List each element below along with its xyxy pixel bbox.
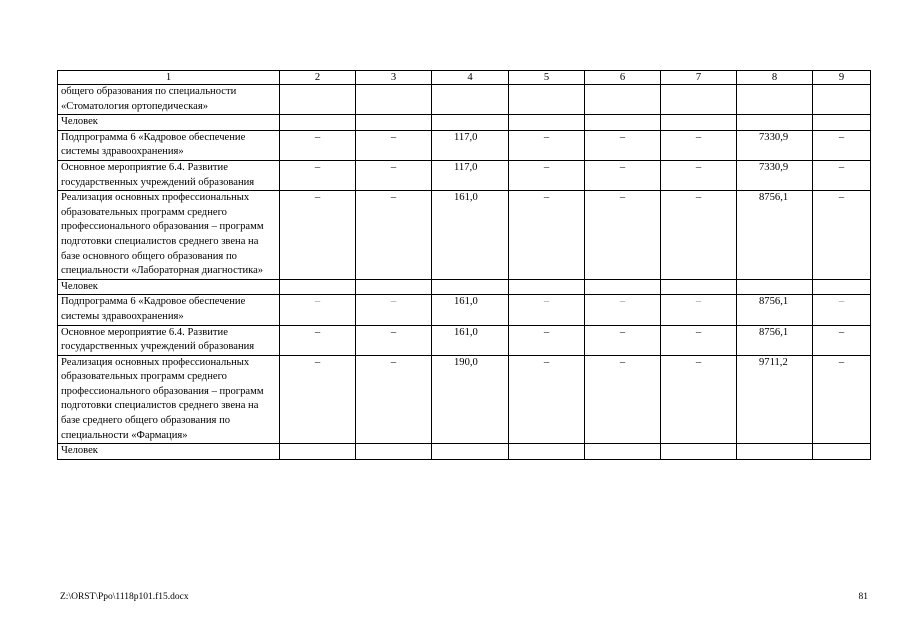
- header-cell-6: 6: [585, 71, 661, 85]
- cell-col-4: [432, 85, 509, 115]
- cell-col-9: [813, 279, 871, 295]
- header-cell-9: 9: [813, 71, 871, 85]
- cell-col-3: –: [356, 355, 432, 444]
- cell-col-4: 161,0: [432, 325, 509, 355]
- cell-col-4: 190,0: [432, 355, 509, 444]
- cell-col-9: [813, 115, 871, 131]
- cell-col-6: –: [585, 295, 661, 325]
- cell-col-4: 161,0: [432, 295, 509, 325]
- cell-col-7: –: [661, 191, 737, 280]
- row-label: общего образования по специальности «Стоматология ортопедическая»: [58, 85, 280, 115]
- cell-col-8: 8756,1: [737, 295, 813, 325]
- cell-col-2: –: [280, 130, 356, 160]
- table-row: [58, 85, 871, 115]
- cell-col-7: [661, 85, 737, 115]
- table-row: [58, 295, 871, 325]
- cell-col-8: 7330,9: [737, 130, 813, 160]
- cell-col-6: –: [585, 130, 661, 160]
- cell-col-3: [356, 115, 432, 131]
- cell-col-8: 7330,9: [737, 160, 813, 190]
- cell-col-3: –: [356, 295, 432, 325]
- cell-col-6: [585, 279, 661, 295]
- cell-col-3: –: [356, 160, 432, 190]
- table-row: [58, 115, 871, 131]
- table-row: [58, 160, 871, 190]
- header-row: [58, 71, 871, 85]
- cell-col-2: –: [280, 355, 356, 444]
- table-row: [58, 325, 871, 355]
- cell-col-3: [356, 85, 432, 115]
- cell-col-9: –: [813, 295, 871, 325]
- cell-col-5: [509, 279, 585, 295]
- cell-col-2: –: [280, 191, 356, 280]
- cell-col-7: –: [661, 130, 737, 160]
- cell-col-5: [509, 85, 585, 115]
- cell-col-7: –: [661, 355, 737, 444]
- cell-col-9: –: [813, 130, 871, 160]
- row-label: Основное мероприятие 6.4. Развитие государственных учреждений образования: [58, 325, 280, 355]
- cell-col-5: –: [509, 355, 585, 444]
- cell-col-9: –: [813, 191, 871, 280]
- header-cell-4: 4: [432, 71, 509, 85]
- cell-col-9: [813, 444, 871, 460]
- cell-col-3: –: [356, 191, 432, 280]
- cell-col-6: –: [585, 160, 661, 190]
- cell-col-2: [280, 85, 356, 115]
- cell-col-5: –: [509, 160, 585, 190]
- cell-col-5: –: [509, 325, 585, 355]
- row-label: Основное мероприятие 6.4. Развитие государственных учреждений образования: [58, 160, 280, 190]
- cell-col-5: [509, 444, 585, 460]
- cell-col-6: [585, 115, 661, 131]
- cell-col-9: –: [813, 325, 871, 355]
- data-table: [57, 70, 871, 460]
- header-cell-1: 1: [58, 71, 280, 85]
- cell-col-5: –: [509, 295, 585, 325]
- cell-col-6: [585, 444, 661, 460]
- cell-col-2: [280, 115, 356, 131]
- cell-col-4: 161,0: [432, 191, 509, 280]
- cell-col-4: 117,0: [432, 160, 509, 190]
- table-row: [58, 279, 871, 295]
- footer-page-number: 81: [858, 592, 868, 602]
- cell-col-4: 117,0: [432, 130, 509, 160]
- cell-col-6: –: [585, 191, 661, 280]
- cell-col-7: –: [661, 325, 737, 355]
- header-cell-8: 8: [737, 71, 813, 85]
- cell-col-8: 8756,1: [737, 325, 813, 355]
- cell-col-2: [280, 279, 356, 295]
- cell-col-7: [661, 444, 737, 460]
- header-cell-3: 3: [356, 71, 432, 85]
- cell-col-4: [432, 279, 509, 295]
- cell-col-5: –: [509, 130, 585, 160]
- row-label: Реализация основных профессиональных образовательных программ среднего профессионального образования – программ подготовки специалистов среднего звена на базе основного общего образования по специальности «Лабораторная диагностика»: [58, 191, 280, 280]
- header-cell-2: 2: [280, 71, 356, 85]
- table-row: [58, 355, 871, 444]
- cell-col-3: [356, 444, 432, 460]
- cell-col-2: –: [280, 160, 356, 190]
- table-row: [58, 444, 871, 460]
- row-label: Подпрограмма 6 «Кадровое обеспечение системы здравоохранения»: [58, 295, 280, 325]
- cell-col-8: 8756,1: [737, 191, 813, 280]
- cell-col-2: –: [280, 325, 356, 355]
- cell-col-9: –: [813, 160, 871, 190]
- cell-col-5: [509, 115, 585, 131]
- cell-col-8: 9711,2: [737, 355, 813, 444]
- row-label: Реализация основных профессиональных образовательных программ среднего профессионального образования – программ подготовки специалистов среднего звена на базе среднего общего образования по специальности «Фармация»: [58, 355, 280, 444]
- row-label: Человек: [58, 444, 280, 460]
- cell-col-6: [585, 85, 661, 115]
- cell-col-3: [356, 279, 432, 295]
- table-row: [58, 130, 871, 160]
- cell-col-6: –: [585, 325, 661, 355]
- cell-col-2: –: [280, 295, 356, 325]
- cell-col-8: [737, 279, 813, 295]
- cell-col-7: –: [661, 295, 737, 325]
- row-label: Подпрограмма 6 «Кадровое обеспечение системы здравоохранения»: [58, 130, 280, 160]
- cell-col-7: –: [661, 160, 737, 190]
- header-cell-7: 7: [661, 71, 737, 85]
- footer-file-path: Z:\ORST\Ppo\1118p101.f15.docx: [60, 592, 189, 602]
- header-cell-5: 5: [509, 71, 585, 85]
- cell-col-6: –: [585, 355, 661, 444]
- cell-col-4: [432, 444, 509, 460]
- row-label: Человек: [58, 279, 280, 295]
- cell-col-2: [280, 444, 356, 460]
- cell-col-3: –: [356, 325, 432, 355]
- cell-col-8: [737, 85, 813, 115]
- cell-col-3: –: [356, 130, 432, 160]
- cell-col-8: [737, 444, 813, 460]
- cell-col-8: [737, 115, 813, 131]
- cell-col-7: [661, 115, 737, 131]
- cell-col-7: [661, 279, 737, 295]
- table-row: [58, 191, 871, 280]
- row-label: Человек: [58, 115, 280, 131]
- cell-col-4: [432, 115, 509, 131]
- cell-col-9: –: [813, 355, 871, 444]
- cell-col-9: [813, 85, 871, 115]
- cell-col-5: –: [509, 191, 585, 280]
